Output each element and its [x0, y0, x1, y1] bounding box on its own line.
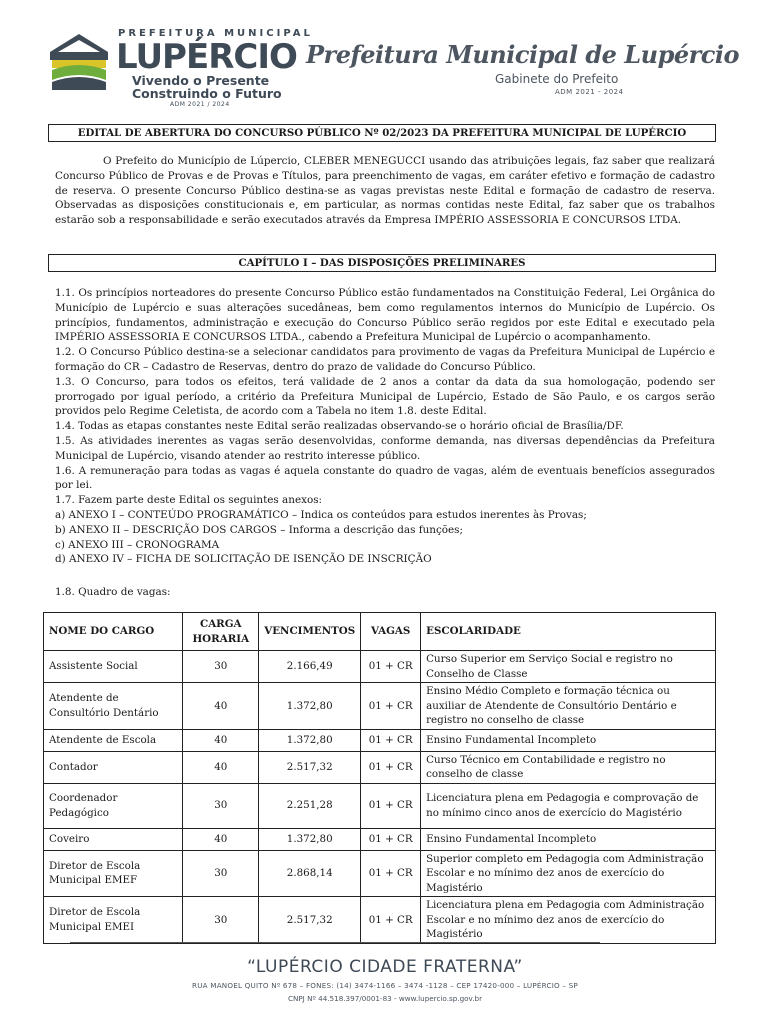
cell-escolaridade: Licenciatura plena em Pedagogia com Administração Escolar e no mínimo dez anos de exercício do Magistério	[421, 897, 716, 944]
cell-vagas: 01 + CR	[361, 828, 421, 850]
cell-vagas: 01 + CR	[361, 729, 421, 751]
header-escolaridade: ESCOLARIDADE	[421, 613, 716, 651]
cell-cargo: Coordenador Pedagógico	[44, 783, 183, 828]
page-header	[0, 0, 770, 118]
cell-cargo: Coveiro	[44, 828, 183, 850]
table-row	[44, 729, 716, 751]
cell-carga: 30	[183, 897, 259, 944]
footer-address: RUA MANOEL QUITO Nº 678 – FONES: (14) 3474-1166 – 3474 -1128 – CEP 17420-000 – LUPÉRCIO – SP	[192, 981, 578, 990]
item-1-2: 1.2. O Concurso Público destina-se a selecionar candidatos para provimento de vagas da Prefeitura Municipal de Lupércio e formação do CR – Cadastro de Reservas, dentro do prazo de validade do Concurso Público.	[55, 346, 715, 373]
cell-vencimentos: 2.517,32	[259, 897, 361, 944]
cell-vencimentos: 1.372,80	[259, 828, 361, 850]
table-row	[44, 783, 716, 828]
cell-cargo: Diretor de Escola Municipal EMEF	[44, 850, 183, 897]
intro-paragraph: O Prefeito do Município de Lúpercio, CLEBER MENEGUCCI usando das atribuições legais, faz saber que realizará Concurso Público de Provas e de Provas e Títulos, para preenchimento de vagas, em caráter efetivo e formação de cadastro de reserva. O presente Concurso Público destina-se as vagas previstas neste Edital e formação de cadastro de reserva. Observadas as disposições constitucionais e, em particular, as normas contidas neste Edital, faz saber que os trabalhos estarão sob a responsabilidade e serão executados através da Empresa IMPÉRIO ASSESSORIA E CONCURSOS LTDA.	[55, 155, 715, 227]
annex-c: c) ANEXO III – CRONOGRAMA	[55, 538, 220, 551]
vacancy-table	[43, 612, 716, 944]
cell-cargo: Assistente Social	[44, 651, 183, 683]
chapter-title: CAPÍTULO I – DAS DISPOSIÇÕES PRELIMINARES	[48, 254, 716, 272]
cell-escolaridade: Licenciatura plena em Pedagogia e comprovação de no mínimo cinco anos de exercício do Magistério	[421, 783, 716, 828]
edital-title: EDITAL DE ABERTURA DO CONCURSO PÚBLICO Nº 02/2023 DA PREFEITURA MUNICIPAL DE LUPÉRCIO	[48, 124, 716, 142]
table-row	[44, 897, 716, 944]
quadro-label: 1.8. Quadro de vagas:	[55, 586, 171, 598]
cell-cargo: Contador	[44, 751, 183, 783]
table-row	[44, 850, 716, 897]
cell-vagas: 01 + CR	[361, 683, 421, 730]
item-1-4: 1.4. Todas as etapas constantes neste Edital serão realizadas observando-se o horário oficial de Brasília/DF.	[55, 420, 624, 433]
item-1-6: 1.6. A remuneração para todas as vagas é aquela constante do quadro de vagas, além de eventuais benefícios assegurados por lei.	[55, 464, 715, 492]
cell-vagas: 01 + CR	[361, 850, 421, 897]
table-row	[44, 751, 716, 783]
cell-carga: 40	[183, 683, 259, 730]
header-cargo: NOME DO CARGO	[44, 613, 183, 651]
cell-cargo: Atendente de Consultório Dentário	[44, 683, 183, 730]
chapter-items	[55, 286, 715, 567]
cell-carga: 30	[183, 783, 259, 828]
item-1-5: 1.5. As atividades inerentes as vagas serão desenvolvidas, conforme demanda, nas diversas dependências da Prefeitura Municipal de Lupércio, visando atender ao restrito interesse público.	[55, 434, 715, 462]
logo-slogan-line2: Construindo o Futuro	[132, 86, 282, 101]
logo-city-name: LUPÉRCIO	[116, 37, 297, 77]
cell-escolaridade: Superior completo em Pedagogia com Administração Escolar e no mínimo dez anos de exercício do Magistério	[421, 850, 716, 897]
cell-escolaridade: Ensino Fundamental Incompleto	[421, 828, 716, 850]
cell-escolaridade: Ensino Fundamental Incompleto	[421, 729, 716, 751]
logo-adm: ADM 2021 / 2024	[170, 101, 230, 108]
item-1-7: 1.7. Fazem parte deste Edital os seguintes anexos:	[55, 494, 323, 507]
cell-vencimentos: 2.251,28	[259, 783, 361, 828]
cell-carga: 40	[183, 828, 259, 850]
annex-d: d) ANEXO IV – FICHA DE SOLICITAÇÃO DE ISENÇÃO DE INSCRIÇÃO	[55, 553, 432, 566]
table-header-row	[44, 613, 716, 651]
cell-vagas: 01 + CR	[361, 751, 421, 783]
footer-divider	[70, 942, 600, 943]
header-carga: CARGA HORARIA	[183, 613, 259, 651]
header-vagas: VAGAS	[361, 613, 421, 651]
cell-carga: 40	[183, 729, 259, 751]
cell-carga: 30	[183, 651, 259, 683]
cell-vencimentos: 2.517,32	[259, 751, 361, 783]
footer-cnpj: CNPJ Nº 44.518.397/0001-83 - www.lupercio.sp.gov.br	[287, 994, 483, 1003]
header-vencimentos: VENCIMENTOS	[259, 613, 361, 651]
cell-escolaridade: Curso Técnico em Contabilidade e registro no conselho de classe	[421, 751, 716, 783]
logo-slogan-line1: Vivendo o Presente	[132, 73, 270, 88]
header-title: Prefeitura Municipal de Lupércio	[306, 40, 740, 69]
cell-carga: 40	[183, 751, 259, 783]
municipal-logo-icon	[46, 30, 112, 94]
table-row	[44, 651, 716, 683]
cell-escolaridade: Ensino Médio Completo e formação técnica ou auxiliar de Atendente de Consultório Dentário e registro no conselho de classe	[421, 683, 716, 730]
logo-slogan	[132, 74, 282, 100]
cell-vencimentos: 1.372,80	[259, 683, 361, 730]
cell-vencimentos: 2.166,49	[259, 651, 361, 683]
header-adm: ADM 2021 - 2024	[555, 88, 624, 96]
cell-cargo: Diretor de Escola Municipal EMEI	[44, 897, 183, 944]
annex-b: b) ANEXO II – DESCRIÇÃO DOS CARGOS – Informa a descrição das funções;	[55, 523, 464, 536]
cell-carga: 30	[183, 850, 259, 897]
footer-slogan: “LUPÉRCIO CIDADE FRATERNA”	[247, 957, 523, 977]
cell-vagas: 01 + CR	[361, 651, 421, 683]
logo-prefix: PREFEITURA MUNICIPAL	[118, 28, 313, 39]
cell-vagas: 01 + CR	[361, 897, 421, 944]
item-1-1: 1.1. Os princípios norteadores do presente Concurso Público estão fundamentados na Constituição Federal, Lei Orgânica do Município de Lupércio e suas alterações sucedâneas, bem como regulamentos internos do Município de Lupércio. Os princípios, fundamentos, administração e execução do Concurso Público serão regidos por este Edital e executado pela IMPÉRIO ASSESSORIA E CONCURSOS LTDA., cabendo a Prefeitura Municipal de Lupércio o acompanhamento.	[55, 287, 715, 344]
table-row	[44, 828, 716, 850]
cell-vencimentos: 2.868,14	[259, 850, 361, 897]
table-row	[44, 683, 716, 730]
cell-cargo: Atendente de Escola	[44, 729, 183, 751]
cell-escolaridade: Curso Superior em Serviço Social e registro no Conselho de Classe	[421, 651, 716, 683]
header-cabinet: Gabinete do Prefeito	[495, 72, 619, 86]
cell-vagas: 01 + CR	[361, 783, 421, 828]
annex-a: a) ANEXO I – CONTEÚDO PROGRAMÁTICO – Indica os conteúdos para estudos inerentes às Provas;	[55, 508, 587, 521]
cell-vencimentos: 1.372,80	[259, 729, 361, 751]
item-1-3: 1.3. O Concurso, para todos os efeitos, terá validade de 2 anos a contar da data da sua homologação, podendo ser prorrogado por igual período, a critério da Prefeitura Municipal de Lupércio, Estado de São Paulo, e os cargos serão providos pelo Regime Celetista, de acordo com a Tabela no item 1.8. deste Edital.	[55, 375, 715, 418]
